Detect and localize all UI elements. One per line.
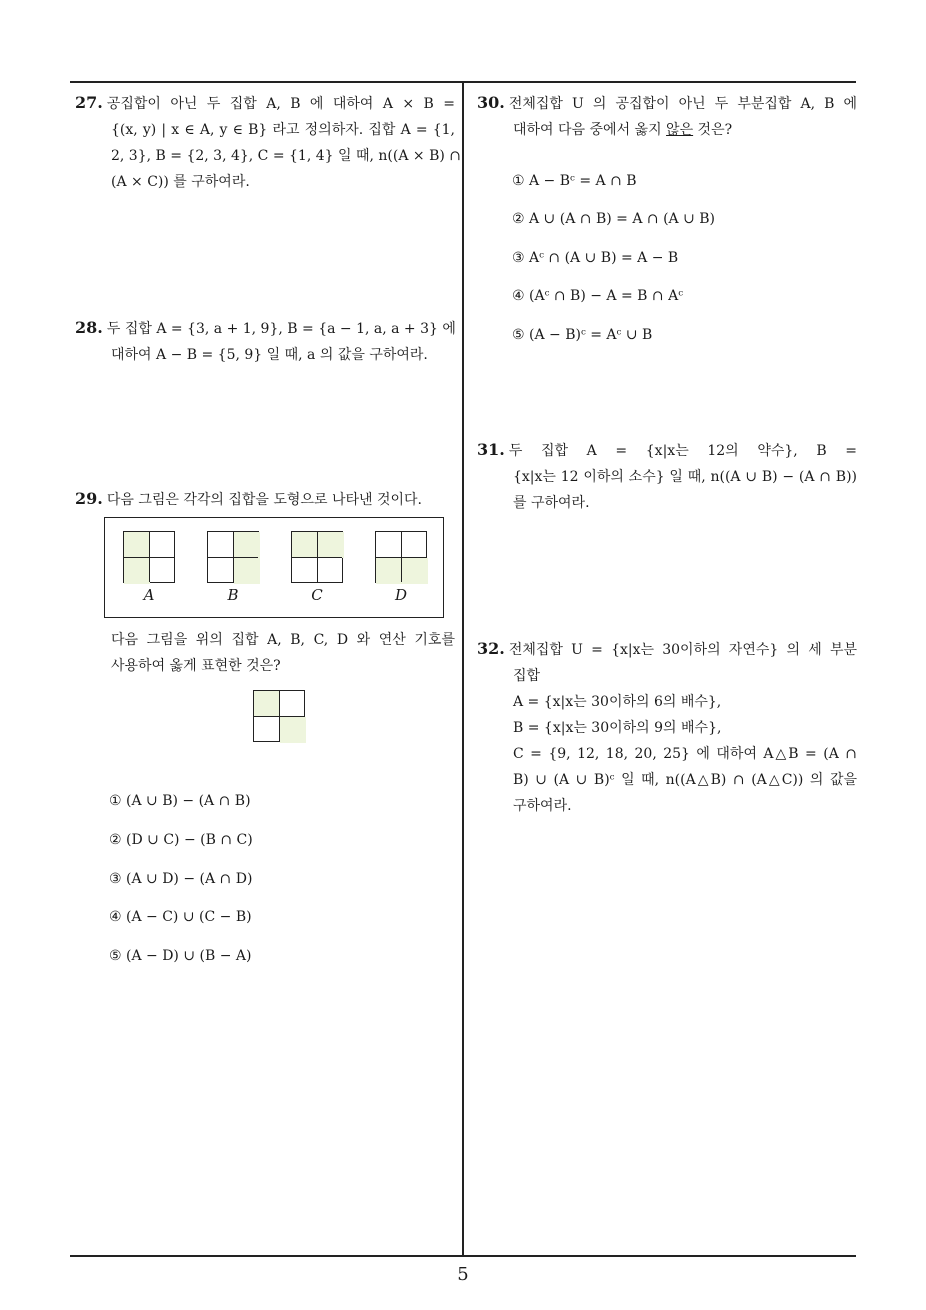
problem-29: [75, 486, 455, 513]
set-c-label: C: [311, 586, 323, 604]
problem-29-intro: 29. 다음 그림은 각각의 집합을 도형으로 나타낸 것이다.: [75, 489, 422, 508]
problem-number: 32.: [477, 639, 505, 658]
set-c-figure: [291, 531, 343, 583]
set-b-label: B: [227, 586, 239, 604]
page-number: 5: [457, 1264, 469, 1285]
underlined-emphasis: 않은: [666, 122, 694, 138]
problem-27-line-1: 27. 공집합이 아닌 두 집합 A, B 에 대하여 A × B =: [75, 93, 455, 112]
set-d-label: D: [394, 586, 408, 604]
problem-31-line-2: {x|x는 12 이하의 소수} 일 때, n((A ∪ B) − (A ∩ B)): [513, 469, 857, 485]
problem-32: [477, 636, 857, 819]
problem-30-choice-3[interactable]: ③ Aᶜ ∩ (A ∪ B) = A − B: [512, 250, 679, 266]
set-b-figure: [207, 531, 259, 583]
problem-27-line-2: {(x, y) | x ∈ A, y ∈ B} 라고 정의하자. 집합 A = {1,: [111, 122, 455, 138]
problem-29-question-line-2: 사용하여 옳게 표현한 것은?: [111, 658, 281, 674]
problem-30-line-2: 대하여 다음 중에서 옳지 않은 것은?: [513, 122, 733, 138]
problem-29-question-line-1: 다음 그림을 위의 집합 A, B, C, D 와 연산 기호를: [111, 632, 455, 648]
target-figure: [253, 690, 305, 742]
problem-number: 29.: [75, 489, 103, 508]
set-a-figure: [123, 531, 175, 583]
problem-number: 30.: [477, 93, 505, 112]
problem-29-choice-3[interactable]: ③ (A ∪ D) − (A ∩ D): [109, 871, 253, 887]
problem-32-line-2: 집합: [513, 668, 541, 684]
problem-32-line-5: C = {9, 12, 18, 20, 25} 에 대하여 A△B = (A ∩: [513, 746, 857, 762]
problem-29-choice-1[interactable]: ① (A ∪ B) − (A ∩ B): [109, 793, 251, 809]
problem-32-line-4: B = {x|x는 30이하의 9의 배수},: [513, 720, 722, 736]
problem-27-line-4: (A × C)) 를 구하여라.: [111, 174, 250, 190]
problem-number: 27.: [75, 93, 103, 112]
problem-28-line-2: 대하여 A − B = {5, 9} 일 때, a 의 값을 구하여라.: [111, 347, 428, 363]
column-divider: [462, 81, 464, 1256]
problem-27: [75, 90, 462, 195]
problem-30-choice-4[interactable]: ④ (Aᶜ ∩ B) − A = B ∩ Aᶜ: [512, 288, 684, 304]
problem-31: [477, 437, 857, 516]
problem-29-choice-2[interactable]: ② (D ∪ C) − (B ∩ C): [109, 832, 253, 848]
problem-28-line-1: 28. 두 집합 A = {3, a + 1, 9}, B = {a − 1, a, a + 3} 에: [75, 318, 456, 337]
problem-29-question: [75, 627, 455, 679]
problem-32-line-7: 구하여라.: [513, 798, 572, 814]
problem-30-line-1: 30. 전체집합 U 의 공집합이 아닌 두 부분집합 A, B 에: [477, 93, 857, 112]
problem-30-choice-5[interactable]: ⑤ (A − B)ᶜ = Aᶜ ∪ B: [512, 327, 653, 343]
problem-number: 28.: [75, 318, 103, 337]
problem-29-choice-4[interactable]: ④ (A − C) ∪ (C − B): [109, 909, 252, 925]
problem-32-line-3: A = {x|x는 30이하의 6의 배수},: [513, 694, 722, 710]
bottom-rule: [70, 1255, 856, 1257]
problem-28: [75, 315, 455, 368]
problem-31-line-1: 31. 두 집합 A = {x|x는 12의 약수}, B =: [477, 440, 857, 459]
problem-29-choice-5[interactable]: ⑤ (A − D) ∪ (B − A): [109, 948, 252, 964]
problem-30-choice-1[interactable]: ① A − Bᶜ = A ∩ B: [512, 173, 637, 189]
problem-number: 31.: [477, 440, 505, 459]
problem-30: [477, 90, 857, 143]
problem-31-line-3: 를 구하여라.: [513, 495, 590, 511]
set-d-figure: [375, 531, 427, 583]
set-a-label: A: [143, 586, 155, 604]
problem-32-line-1: 32. 전체집합 U = {x|x는 30이하의 자연수} 의 세 부분: [477, 639, 857, 658]
problem-32-line-6: B) ∪ (A ∪ B)ᶜ 일 때, n((A△B) ∩ (A△C)) 의 값을: [513, 772, 857, 788]
problem-27-line-3: 2, 3}, B = {2, 3, 4}, C = {1, 4} 일 때, n((A × B) ∩: [111, 148, 462, 164]
problem-30-choice-2[interactable]: ② A ∪ (A ∩ B) = A ∩ (A ∪ B): [512, 211, 716, 227]
sets-figure-panel: [104, 517, 444, 618]
